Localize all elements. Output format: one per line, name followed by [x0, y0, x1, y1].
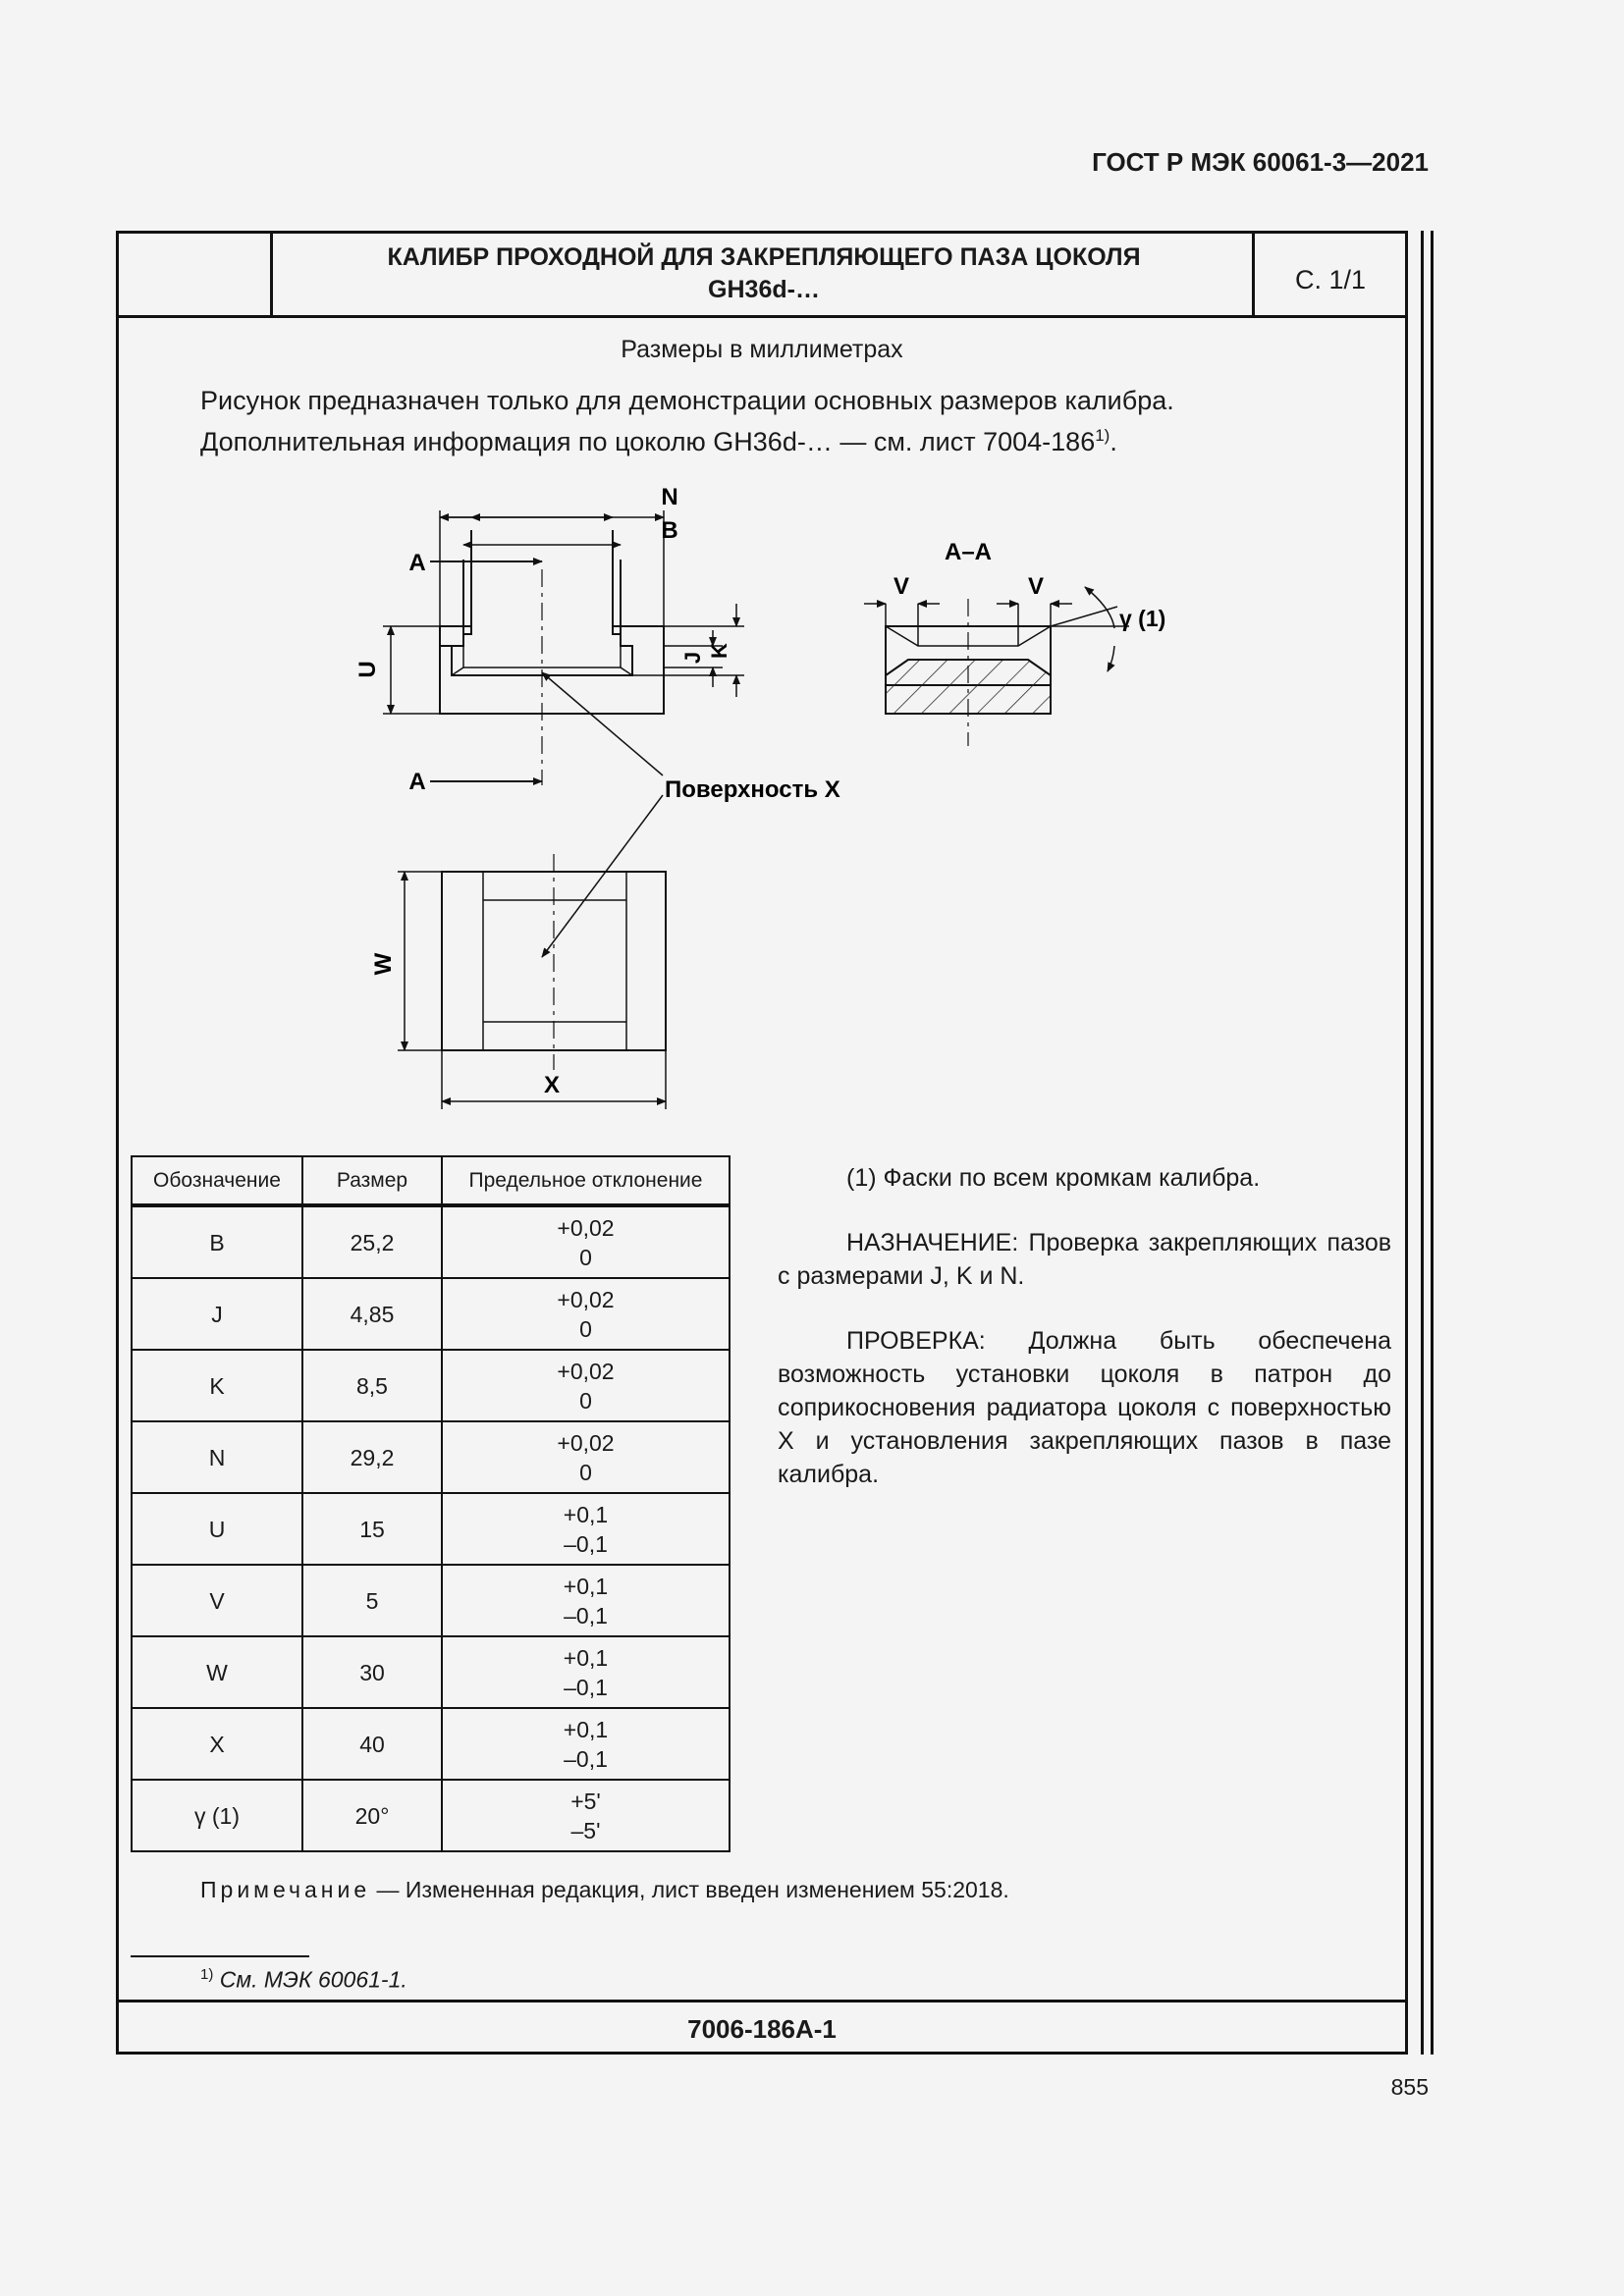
cell-size: 5	[302, 1565, 442, 1636]
cell-tolerance	[442, 1636, 730, 1708]
table-row	[132, 1205, 730, 1278]
note-check: ПРОВЕРКА: Должна быть обеспечена возможность установки цоколя в патрон до соприкосновения радиатора цоколя с поверхностью X и установления закрепляющих пазов в пазе калибра.	[778, 1327, 1391, 1488]
col-header-tolerance: Предельное отклонение	[442, 1156, 730, 1205]
tolerance-lower: 0	[579, 1387, 592, 1414]
intro-line2-end: .	[1110, 427, 1117, 456]
tolerance-upper: +5'	[570, 1788, 601, 1814]
table-row	[132, 1421, 730, 1493]
cell-symbol: W	[132, 1636, 302, 1708]
tolerance-upper: +0,02	[557, 1358, 615, 1384]
cell-size: 40	[302, 1708, 442, 1780]
top-view	[442, 854, 666, 1070]
intro-line1: Рисунок предназначен только для демонстрации основных размеров калибра.	[200, 386, 1174, 415]
cell-size: 25,2	[302, 1205, 442, 1278]
intro-text	[200, 383, 1329, 459]
cell-tolerance	[442, 1708, 730, 1780]
footnote-separator	[131, 1955, 309, 1957]
cell-size: 4,85	[302, 1278, 442, 1350]
intro-footnote-ref: 1)	[1095, 426, 1110, 445]
table-row	[132, 1350, 730, 1421]
table-row	[132, 1708, 730, 1780]
dim-label-U: U	[354, 661, 381, 678]
dimensions-table	[131, 1155, 731, 1852]
cell-size: 8,5	[302, 1350, 442, 1421]
cell-size: 29,2	[302, 1421, 442, 1493]
dim-label-V-left: V	[893, 573, 910, 600]
dim-label-K: K	[707, 643, 731, 659]
sheet-title	[273, 241, 1255, 306]
notes-block	[778, 1161, 1391, 1522]
dim-label-J: J	[680, 651, 705, 665]
top-view-dimensions	[398, 872, 666, 1109]
tolerance-upper: +0,02	[557, 1286, 615, 1312]
dim-label-N: N	[661, 484, 678, 510]
cell-tolerance	[442, 1493, 730, 1565]
tolerance-upper: +0,1	[563, 1501, 609, 1527]
remark	[200, 1877, 1009, 1903]
page-number: 855	[1390, 2074, 1429, 2100]
cell-symbol: γ (1)	[132, 1780, 302, 1851]
cell-size: 20°	[302, 1780, 442, 1851]
tolerance-lower: –0,1	[564, 1530, 608, 1557]
tolerance-upper: +0,1	[563, 1644, 609, 1671]
section-mark-A-bottom: A	[408, 769, 426, 795]
tolerance-lower: –5'	[570, 1817, 601, 1843]
cell-size: 15	[302, 1493, 442, 1565]
cell-symbol: U	[132, 1493, 302, 1565]
dim-label-gamma: γ (1)	[1119, 606, 1166, 631]
tolerance-lower: –0,1	[564, 1674, 608, 1700]
sheet-title-line1: КАЛИБР ПРОХОДНОЙ ДЛЯ ЗАКРЕПЛЯЮЩЕГО ПАЗА ЦОКОЛЯ	[387, 243, 1141, 271]
cell-tolerance	[442, 1278, 730, 1350]
footer-divider	[116, 2000, 1408, 2002]
front-view-dimensions	[383, 510, 744, 781]
tolerance-upper: +0,02	[557, 1214, 615, 1241]
sheet-code: 7006-186А-1	[687, 2014, 837, 2044]
section-view	[886, 599, 1051, 746]
gauge-drawing	[118, 461, 1406, 1129]
footnote-text: См. МЭК 60061-1.	[213, 1966, 407, 1993]
intro-line2	[200, 418, 1329, 459]
table-header-row	[132, 1156, 730, 1205]
col-header-symbol: Обозначение	[132, 1156, 302, 1205]
tolerance-lower: 0	[579, 1244, 592, 1270]
cell-tolerance	[442, 1565, 730, 1636]
col-header-size: Размер	[302, 1156, 442, 1205]
cell-tolerance	[442, 1421, 730, 1493]
section-title-A-A: A–A	[944, 539, 993, 565]
intro-line2-text: Дополнительная информация по цоколю GH36d-… — см. лист 7004-186	[200, 427, 1096, 456]
cell-tolerance	[442, 1780, 730, 1851]
section-mark-A-top: A	[408, 550, 426, 576]
tolerance-upper: +0,02	[557, 1429, 615, 1456]
tolerance-upper: +0,1	[563, 1716, 609, 1742]
tolerance-lower: –0,1	[564, 1602, 608, 1629]
table-row	[132, 1278, 730, 1350]
table-row	[132, 1636, 730, 1708]
remark-text: — Измененная редакция, лист введен изменением 55:2018.	[370, 1877, 1009, 1902]
dim-label-W: W	[370, 952, 397, 976]
cell-symbol: J	[132, 1278, 302, 1350]
dim-label-X: X	[543, 1072, 561, 1098]
dim-label-B: B	[661, 517, 678, 544]
table-row	[132, 1780, 730, 1851]
note-chamfer: (1) Фаски по всем кромкам калибра.	[846, 1164, 1261, 1192]
cell-symbol: B	[132, 1205, 302, 1278]
units-note: Размеры в миллиметрах	[621, 336, 903, 363]
sheet-number: С. 1/1	[1294, 264, 1367, 294]
leader-lines	[542, 672, 663, 957]
cell-tolerance	[442, 1350, 730, 1421]
footnote	[200, 1966, 407, 1994]
frame-right-line-1	[1421, 231, 1424, 2055]
remark-label: Примечание	[200, 1877, 371, 1902]
tolerance-upper: +0,1	[563, 1573, 609, 1599]
cell-symbol: X	[132, 1708, 302, 1780]
tolerance-lower: 0	[579, 1315, 592, 1342]
table-row	[132, 1493, 730, 1565]
cell-tolerance	[442, 1205, 730, 1278]
surface-x-label: Поверхность X	[665, 776, 840, 803]
title-block-divider	[116, 315, 1408, 318]
footnote-mark: 1)	[200, 1966, 214, 1983]
note-purpose: НАЗНАЧЕНИЕ: Проверка закрепляющих пазов с размерами J, K и N.	[778, 1229, 1391, 1290]
cell-symbol: V	[132, 1565, 302, 1636]
cell-size: 30	[302, 1636, 442, 1708]
tolerance-lower: 0	[579, 1459, 592, 1485]
cell-symbol: N	[132, 1421, 302, 1493]
cell-symbol: K	[132, 1350, 302, 1421]
sheet-title-line2: GH36d-…	[708, 276, 820, 303]
frame-right-line-2	[1431, 231, 1434, 2055]
tolerance-lower: –0,1	[564, 1745, 608, 1772]
table-row	[132, 1565, 730, 1636]
dim-label-V-right: V	[1027, 573, 1045, 600]
standard-designation: ГОСТ Р МЭК 60061-3—2021	[1092, 147, 1429, 177]
